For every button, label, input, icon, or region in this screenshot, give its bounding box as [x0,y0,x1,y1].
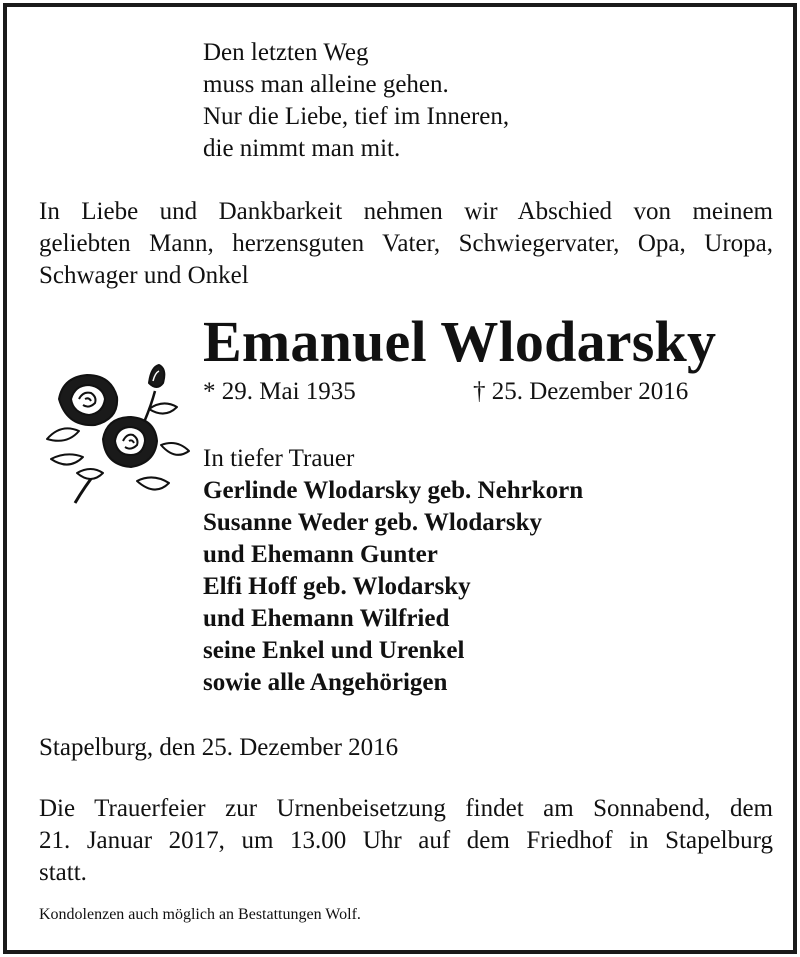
mourner-name: und Ehemann Gunter [203,541,438,568]
mourner-name: Susanne Weder geb. Wlodarsky [203,509,542,536]
ceremony-line: statt. [39,859,87,886]
death-date: † 25. Dezember 2016 [473,378,689,405]
poem-line: Den letzten Weg [203,39,369,66]
poem-line: muss man alleine gehen. [203,71,449,98]
intro-text [39,196,773,292]
birth-date: * 29. Mai 1935 [203,378,356,405]
poem-line: die nimmt man mit. [203,135,401,162]
poem-line: Nur die Liebe, tief im Inneren, [203,103,510,130]
mourner-name: Gerlinde Wlodarsky geb. Nehrkorn [203,477,584,504]
intro-line: In Liebe und Dankbarkeit nehmen wir Abschied von meinem [39,198,773,225]
ceremony-line: Die Trauerfeier zur Urnenbeisetzung findet am Sonnabend, dem [39,795,773,822]
intro-line: geliebten Mann, herzensguten Vater, Schwiegervater, Opa, Uropa, [39,230,773,257]
mourner-name: Elfi Hoff geb. Wlodarsky [203,573,471,600]
condolences-note: Kondolenzen auch möglich an Bestattungen Wolf. [39,906,361,923]
intro-line: Schwager und Onkel [39,262,249,289]
mourner-name: sowie alle Angehörigen [203,669,448,696]
ceremony-line: 21. Januar 2017, um 13.00 Uhr auf dem Friedhof in Stapelburg [39,827,773,854]
mourner-name: und Ehemann Wilfried [203,605,450,632]
rose-icon [37,361,195,509]
obituary-notice [3,3,797,954]
poem [203,37,509,165]
ceremony-info [39,793,773,889]
place-and-date: Stapelburg, den 25. Dezember 2016 [39,734,399,761]
deceased-name: Emanuel Wlodarsky [203,309,717,374]
mourner-name: seine Enkel und Urenkel [203,637,465,664]
mourners-block [203,443,583,699]
mourners-heading: In tiefer Trauer [203,445,355,472]
life-dates [203,376,689,408]
